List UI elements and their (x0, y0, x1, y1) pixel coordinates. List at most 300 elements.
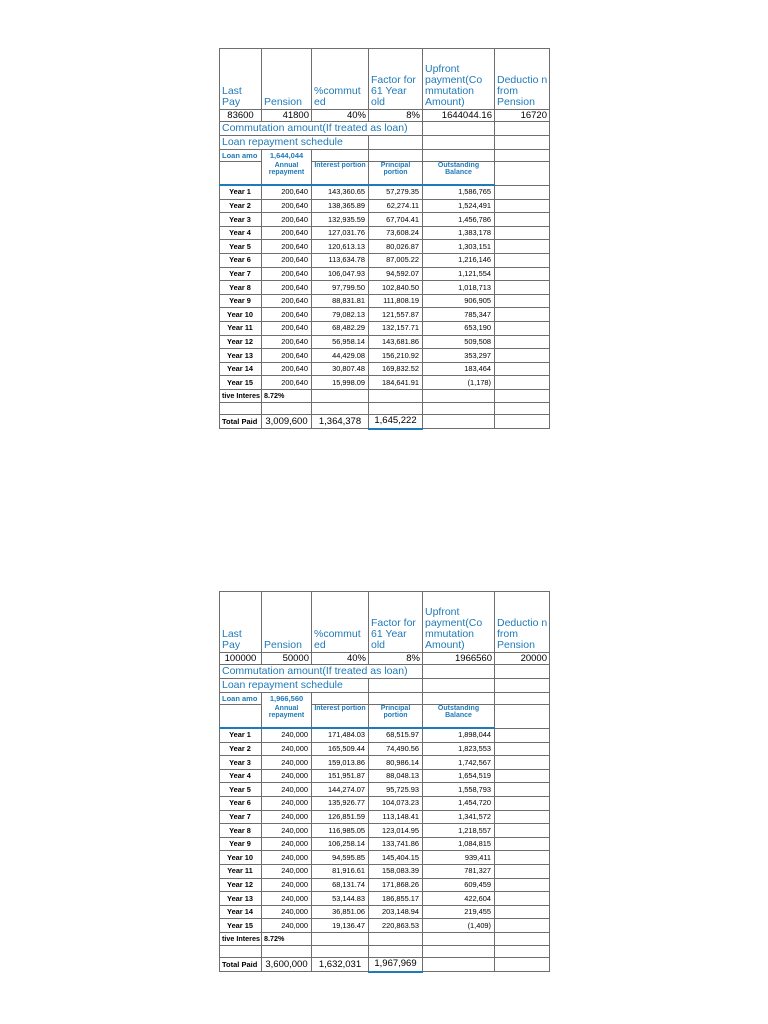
empty-cell[interactable] (495, 162, 550, 186)
repayment-cell[interactable]: 240,000 (262, 783, 312, 797)
balance-cell[interactable]: 422,604 (423, 892, 495, 906)
loan-amount-value[interactable]: 1,644,044 (262, 150, 312, 162)
empty-cell[interactable] (369, 693, 423, 705)
header-last-pay[interactable]: Last Pay (220, 49, 262, 110)
col-annual-repayment[interactable]: Annual repayment (262, 705, 312, 729)
total-paid-label[interactable]: Total Paid (220, 957, 262, 972)
interest-cell[interactable]: 113,634.78 (312, 253, 369, 267)
table-row (220, 199, 550, 213)
interest-cell[interactable]: 97,799.50 (312, 281, 369, 295)
empty-cell[interactable] (423, 150, 495, 162)
empty-cell[interactable] (423, 693, 495, 705)
repayment-cell[interactable]: 240,000 (262, 892, 312, 906)
repayment-cell[interactable]: 240,000 (262, 878, 312, 892)
principal-cell[interactable]: 104,073.23 (369, 796, 423, 810)
loan-amount-label[interactable]: Loan amo (220, 693, 262, 705)
interest-cell[interactable]: 143,360.65 (312, 185, 369, 199)
empty-cell[interactable] (495, 693, 550, 705)
empty-cell[interactable] (423, 136, 495, 150)
interest-cell[interactable]: 79,082.13 (312, 308, 369, 322)
col-outstanding-balance[interactable]: Outstanding Balance (423, 162, 495, 186)
balance-cell[interactable]: 353,297 (423, 349, 495, 363)
col-principal-portion[interactable]: Principal portion (369, 705, 423, 729)
interest-cell[interactable]: 68,131.74 (312, 878, 369, 892)
year-cell[interactable]: Year 14 (220, 905, 262, 919)
value-last-pay[interactable]: 83600 (220, 110, 262, 122)
header-row (220, 49, 550, 110)
empty-cell[interactable] (495, 376, 550, 390)
principal-cell[interactable]: 158,083.39 (369, 864, 423, 878)
year-cell[interactable]: Year 5 (220, 783, 262, 797)
balance-cell[interactable]: 939,411 (423, 851, 495, 865)
balance-cell[interactable]: 1,898,044 (423, 728, 495, 742)
principal-cell[interactable]: 62,274.11 (369, 199, 423, 213)
total-repayment[interactable]: 3,009,600 (262, 414, 312, 429)
value-pct-commuted[interactable]: 40% (312, 110, 369, 122)
year-cell[interactable]: Year 15 (220, 919, 262, 933)
spreadsheet-table (219, 48, 550, 430)
empty-cell[interactable] (312, 402, 369, 414)
repayment-cell[interactable]: 200,640 (262, 213, 312, 227)
empty-cell[interactable] (495, 905, 550, 919)
empty-cell[interactable] (495, 742, 550, 756)
value-upfront[interactable]: 1966560 (423, 653, 495, 665)
empty-cell[interactable] (312, 945, 369, 957)
interest-cell[interactable]: 53,144.83 (312, 892, 369, 906)
header-last-pay[interactable]: Last Pay (220, 592, 262, 653)
loan-amount-label[interactable]: Loan amo (220, 150, 262, 162)
header-upfront[interactable]: Upfront payment(Co mmutation Amount) (423, 592, 495, 653)
empty-cell[interactable] (495, 851, 550, 865)
empty-cell[interactable] (495, 136, 550, 150)
year-cell[interactable]: Year 15 (220, 376, 262, 390)
empty-cell[interactable] (495, 414, 550, 429)
effective-interest-value[interactable]: 8.72% (262, 932, 312, 945)
balance-cell[interactable]: 1,303,151 (423, 240, 495, 254)
balance-cell[interactable]: 609,459 (423, 878, 495, 892)
header-factor[interactable]: Factor for 61 Year old (369, 592, 423, 653)
effective-interest-label[interactable]: tive Interes (220, 932, 262, 945)
principal-cell[interactable]: 113,148.41 (369, 810, 423, 824)
empty-cell[interactable] (495, 267, 550, 281)
value-last-pay[interactable]: 100000 (220, 653, 262, 665)
values-row (220, 653, 550, 665)
principal-cell[interactable]: 94,592.07 (369, 267, 423, 281)
empty-cell[interactable] (495, 199, 550, 213)
repayment-cell[interactable]: 200,640 (262, 199, 312, 213)
empty-cell[interactable] (495, 878, 550, 892)
empty-cell[interactable] (495, 932, 550, 945)
principal-cell[interactable]: 203,148.94 (369, 905, 423, 919)
total-principal[interactable]: 1,645,222 (369, 414, 423, 429)
repayment-cell[interactable]: 240,000 (262, 810, 312, 824)
interest-cell[interactable]: 88,831.81 (312, 294, 369, 308)
principal-cell[interactable]: 88,048.13 (369, 769, 423, 783)
repayment-cell[interactable]: 200,640 (262, 240, 312, 254)
table-row (220, 308, 550, 322)
empty-cell[interactable] (220, 162, 262, 186)
commutation-title[interactable]: Commutation amount(If treated as loan) (220, 665, 423, 679)
total-interest[interactable]: 1,364,378 (312, 414, 369, 429)
principal-cell[interactable]: 184,641.91 (369, 376, 423, 390)
header-pct-commuted[interactable]: %commut ed (312, 592, 369, 653)
interest-cell[interactable]: 135,926.77 (312, 796, 369, 810)
empty-cell[interactable] (423, 679, 495, 693)
repayment-cell[interactable]: 240,000 (262, 824, 312, 838)
empty-cell[interactable] (495, 769, 550, 783)
empty-cell[interactable] (495, 679, 550, 693)
empty-cell[interactable] (495, 321, 550, 335)
header-pension[interactable]: Pension (262, 49, 312, 110)
year-cell[interactable]: Year 12 (220, 878, 262, 892)
empty-cell[interactable] (495, 810, 550, 824)
col-annual-repayment[interactable]: Annual repayment (262, 162, 312, 186)
table-row (220, 742, 550, 756)
year-cell[interactable]: Year 7 (220, 267, 262, 281)
schedule-title-row (220, 136, 550, 150)
principal-cell[interactable]: 80,986.14 (369, 756, 423, 770)
balance-cell[interactable]: 1,218,557 (423, 824, 495, 838)
interest-cell[interactable]: 68,482.29 (312, 321, 369, 335)
interest-cell[interactable]: 106,047.93 (312, 267, 369, 281)
col-outstanding-balance[interactable]: Outstanding Balance (423, 705, 495, 729)
empty-cell[interactable] (369, 945, 423, 957)
principal-cell[interactable]: 74,490.56 (369, 742, 423, 756)
table-row (220, 810, 550, 824)
repayment-cell[interactable]: 200,640 (262, 281, 312, 295)
year-cell[interactable]: Year 2 (220, 199, 262, 213)
repayment-cell[interactable]: 200,640 (262, 335, 312, 349)
repayment-cell[interactable]: 200,640 (262, 294, 312, 308)
balance-cell[interactable]: 509,508 (423, 335, 495, 349)
empty-cell[interactable] (220, 705, 262, 729)
balance-cell[interactable]: 1,524,491 (423, 199, 495, 213)
schedule-title[interactable]: Loan repayment schedule (220, 679, 369, 693)
balance-cell[interactable]: 653,190 (423, 321, 495, 335)
empty-cell[interactable] (423, 402, 495, 414)
empty-cell[interactable] (495, 756, 550, 770)
principal-cell[interactable]: 156,210.92 (369, 349, 423, 363)
interest-cell[interactable]: 171,484.03 (312, 728, 369, 742)
balance-cell[interactable]: 1,084,815 (423, 837, 495, 851)
empty-cell[interactable] (495, 945, 550, 957)
year-cell[interactable]: Year 1 (220, 728, 262, 742)
balance-cell[interactable]: (1,178) (423, 376, 495, 390)
repayment-cell[interactable]: 200,640 (262, 185, 312, 199)
balance-cell[interactable]: 1,018,713 (423, 281, 495, 295)
total-repayment[interactable]: 3,600,000 (262, 957, 312, 972)
empty-cell[interactable] (369, 150, 423, 162)
year-cell[interactable]: Year 6 (220, 253, 262, 267)
empty-cell[interactable] (495, 335, 550, 349)
empty-cell[interactable] (495, 226, 550, 240)
interest-cell[interactable]: 44,429.08 (312, 349, 369, 363)
interest-cell[interactable]: 30,807.48 (312, 362, 369, 376)
year-cell[interactable]: Year 9 (220, 837, 262, 851)
interest-cell[interactable]: 132,935.59 (312, 213, 369, 227)
repayment-cell[interactable]: 240,000 (262, 851, 312, 865)
year-cell[interactable]: Year 13 (220, 349, 262, 363)
principal-cell[interactable]: 121,557.87 (369, 308, 423, 322)
empty-cell[interactable] (495, 796, 550, 810)
empty-cell[interactable] (369, 402, 423, 414)
balance-cell[interactable]: 785,347 (423, 308, 495, 322)
empty-cell[interactable] (495, 294, 550, 308)
year-cell[interactable]: Year 7 (220, 810, 262, 824)
empty-cell[interactable] (369, 136, 423, 150)
interest-cell[interactable]: 15,998.09 (312, 376, 369, 390)
year-cell[interactable]: Year 11 (220, 864, 262, 878)
empty-cell[interactable] (495, 957, 550, 972)
col-interest-portion[interactable]: Interest portion (312, 162, 369, 186)
balance-cell[interactable]: 1,586,765 (423, 185, 495, 199)
empty-cell[interactable] (495, 122, 550, 136)
repayment-cell[interactable]: 240,000 (262, 756, 312, 770)
repayment-cell[interactable]: 200,640 (262, 376, 312, 390)
year-cell[interactable]: Year 5 (220, 240, 262, 254)
empty-cell[interactable] (495, 281, 550, 295)
empty-cell[interactable] (495, 213, 550, 227)
header-deduction[interactable]: Deductio n from Pension (495, 49, 550, 110)
balance-cell[interactable]: 1,654,519 (423, 769, 495, 783)
schedule-title-row (220, 679, 550, 693)
schedule-title[interactable]: Loan repayment schedule (220, 136, 369, 150)
col-principal-portion[interactable]: Principal portion (369, 162, 423, 186)
loan-table-1 (219, 48, 549, 430)
balance-cell[interactable]: 1,121,554 (423, 267, 495, 281)
empty-cell[interactable] (423, 945, 495, 957)
repayment-cell[interactable]: 200,640 (262, 308, 312, 322)
empty-cell[interactable] (495, 665, 550, 679)
empty-cell[interactable] (495, 362, 550, 376)
header-pct-commuted[interactable]: %commut ed (312, 49, 369, 110)
balance-cell[interactable]: 1,216,146 (423, 253, 495, 267)
principal-cell[interactable]: 145,404.15 (369, 851, 423, 865)
interest-cell[interactable]: 19,136.47 (312, 919, 369, 933)
empty-cell[interactable] (495, 349, 550, 363)
principal-cell[interactable]: 67,704.41 (369, 213, 423, 227)
table-row (220, 253, 550, 267)
header-upfront[interactable]: Upfront payment(Co mmutation Amount) (423, 49, 495, 110)
empty-cell[interactable] (495, 919, 550, 933)
table-row (220, 213, 550, 227)
principal-cell[interactable]: 123,014.95 (369, 824, 423, 838)
principal-cell[interactable]: 169,832.52 (369, 362, 423, 376)
loan-amount-value[interactable]: 1,966,560 (262, 693, 312, 705)
principal-cell[interactable]: 80,026.87 (369, 240, 423, 254)
repayment-cell[interactable]: 240,000 (262, 837, 312, 851)
principal-cell[interactable]: 95,725.93 (369, 783, 423, 797)
empty-cell[interactable] (220, 402, 262, 414)
empty-cell[interactable] (312, 932, 369, 945)
table-row (220, 362, 550, 376)
principal-cell[interactable]: 186,855.17 (369, 892, 423, 906)
schedule-header-row (220, 162, 550, 186)
repayment-cell[interactable]: 200,640 (262, 226, 312, 240)
repayment-cell[interactable]: 200,640 (262, 362, 312, 376)
empty-cell[interactable] (495, 308, 550, 322)
empty-cell[interactable] (220, 945, 262, 957)
repayment-cell[interactable]: 200,640 (262, 253, 312, 267)
empty-cell[interactable] (495, 389, 550, 402)
empty-cell[interactable] (262, 945, 312, 957)
table-row (220, 919, 550, 933)
empty-cell[interactable] (423, 665, 495, 679)
principal-cell[interactable]: 102,840.50 (369, 281, 423, 295)
principal-cell[interactable]: 68,515.97 (369, 728, 423, 742)
interest-cell[interactable]: 94,595.85 (312, 851, 369, 865)
balance-cell[interactable]: 1,341,572 (423, 810, 495, 824)
balance-cell[interactable]: 906,905 (423, 294, 495, 308)
principal-cell[interactable]: 87,005.22 (369, 253, 423, 267)
year-cell[interactable]: Year 4 (220, 226, 262, 240)
empty-cell[interactable] (495, 824, 550, 838)
commutation-title[interactable]: Commutation amount(If treated as loan) (220, 122, 423, 136)
interest-cell[interactable]: 144,274.07 (312, 783, 369, 797)
blank-row (220, 402, 550, 414)
empty-cell[interactable] (495, 864, 550, 878)
loan-table-2 (219, 591, 549, 973)
empty-cell[interactable] (423, 122, 495, 136)
year-cell[interactable]: Year 4 (220, 769, 262, 783)
value-pension[interactable]: 50000 (262, 653, 312, 665)
year-cell[interactable]: Year 1 (220, 185, 262, 199)
empty-cell[interactable] (312, 693, 369, 705)
interest-cell[interactable]: 151,951.87 (312, 769, 369, 783)
interest-cell[interactable]: 56,958.14 (312, 335, 369, 349)
empty-cell[interactable] (495, 728, 550, 742)
principal-cell[interactable]: 220,863.53 (369, 919, 423, 933)
year-cell[interactable]: Year 11 (220, 321, 262, 335)
empty-cell[interactable] (312, 150, 369, 162)
year-cell[interactable]: Year 13 (220, 892, 262, 906)
balance-cell[interactable]: 1,383,178 (423, 226, 495, 240)
year-cell[interactable]: Year 8 (220, 824, 262, 838)
balance-cell[interactable]: 781,327 (423, 864, 495, 878)
empty-cell[interactable] (495, 253, 550, 267)
year-cell[interactable]: Year 6 (220, 796, 262, 810)
header-deduction[interactable]: Deductio n from Pension (495, 592, 550, 653)
balance-cell[interactable]: 219,455 (423, 905, 495, 919)
balance-cell[interactable]: (1,409) (423, 919, 495, 933)
repayment-cell[interactable]: 240,000 (262, 742, 312, 756)
principal-cell[interactable]: 111,808.19 (369, 294, 423, 308)
interest-cell[interactable]: 81,916.61 (312, 864, 369, 878)
effective-interest-row (220, 932, 550, 945)
empty-cell[interactable] (423, 389, 495, 402)
principal-cell[interactable]: 132,157.71 (369, 321, 423, 335)
empty-cell[interactable] (369, 932, 423, 945)
balance-cell[interactable]: 1,558,793 (423, 783, 495, 797)
empty-cell[interactable] (495, 150, 550, 162)
total-principal[interactable]: 1,967,969 (369, 957, 423, 972)
balance-cell[interactable]: 1,742,567 (423, 756, 495, 770)
repayment-cell[interactable]: 200,640 (262, 321, 312, 335)
interest-cell[interactable]: 106,258.14 (312, 837, 369, 851)
repayment-cell[interactable]: 240,000 (262, 905, 312, 919)
repayment-cell[interactable]: 240,000 (262, 796, 312, 810)
year-cell[interactable]: Year 8 (220, 281, 262, 295)
empty-cell[interactable] (423, 932, 495, 945)
repayment-cell[interactable]: 240,000 (262, 864, 312, 878)
year-cell[interactable]: Year 14 (220, 362, 262, 376)
empty-cell[interactable] (369, 679, 423, 693)
empty-cell[interactable] (495, 402, 550, 414)
year-cell[interactable]: Year 10 (220, 308, 262, 322)
empty-cell[interactable] (312, 389, 369, 402)
value-pension[interactable]: 41800 (262, 110, 312, 122)
principal-cell[interactable]: 143,681.86 (369, 335, 423, 349)
repayment-cell[interactable]: 240,000 (262, 728, 312, 742)
balance-cell[interactable]: 1,823,553 (423, 742, 495, 756)
balance-cell[interactable]: 183,464 (423, 362, 495, 376)
interest-cell[interactable]: 120,613.13 (312, 240, 369, 254)
header-pension[interactable]: Pension (262, 592, 312, 653)
interest-cell[interactable]: 36,851.06 (312, 905, 369, 919)
total-paid-label[interactable]: Total Paid (220, 414, 262, 429)
principal-cell[interactable]: 57,279.35 (369, 185, 423, 199)
empty-cell[interactable] (495, 705, 550, 729)
interest-cell[interactable]: 165,509.44 (312, 742, 369, 756)
year-cell[interactable]: Year 12 (220, 335, 262, 349)
year-cell[interactable]: Year 9 (220, 294, 262, 308)
balance-cell[interactable]: 1,456,786 (423, 213, 495, 227)
value-deduction[interactable]: 20000 (495, 653, 550, 665)
empty-cell[interactable] (495, 783, 550, 797)
interest-cell[interactable]: 116,985.05 (312, 824, 369, 838)
value-factor[interactable]: 8% (369, 653, 423, 665)
empty-cell[interactable] (369, 389, 423, 402)
principal-cell[interactable]: 133,741.86 (369, 837, 423, 851)
empty-cell[interactable] (495, 185, 550, 199)
interest-cell[interactable]: 138,365.89 (312, 199, 369, 213)
empty-cell[interactable] (495, 837, 550, 851)
value-deduction[interactable]: 16720 (495, 110, 550, 122)
interest-cell[interactable]: 159,013.86 (312, 756, 369, 770)
repayment-cell[interactable]: 240,000 (262, 919, 312, 933)
empty-cell[interactable] (423, 414, 495, 429)
col-interest-portion[interactable]: Interest portion (312, 705, 369, 729)
effective-interest-value[interactable]: 8.72% (262, 389, 312, 402)
interest-cell[interactable]: 127,031.76 (312, 226, 369, 240)
empty-cell[interactable] (262, 402, 312, 414)
year-cell[interactable]: Year 2 (220, 742, 262, 756)
principal-cell[interactable]: 171,868.26 (369, 878, 423, 892)
repayment-cell[interactable]: 200,640 (262, 349, 312, 363)
total-row (220, 414, 550, 429)
effective-interest-label[interactable]: tive Interes (220, 389, 262, 402)
empty-cell[interactable] (495, 240, 550, 254)
empty-cell[interactable] (495, 892, 550, 906)
year-cell[interactable]: Year 10 (220, 851, 262, 865)
value-factor[interactable]: 8% (369, 110, 423, 122)
table-row (220, 226, 550, 240)
value-upfront[interactable]: 1644044.16 (423, 110, 495, 122)
value-pct-commuted[interactable]: 40% (312, 653, 369, 665)
table-row (220, 349, 550, 363)
repayment-cell[interactable]: 200,640 (262, 267, 312, 281)
balance-cell[interactable]: 1,454,720 (423, 796, 495, 810)
total-interest[interactable]: 1,632,031 (312, 957, 369, 972)
header-factor[interactable]: Factor for 61 Year old (369, 49, 423, 110)
empty-cell[interactable] (423, 957, 495, 972)
repayment-cell[interactable]: 240,000 (262, 769, 312, 783)
interest-cell[interactable]: 126,851.59 (312, 810, 369, 824)
year-cell[interactable]: Year 3 (220, 213, 262, 227)
table-row (220, 267, 550, 281)
principal-cell[interactable]: 73,608.24 (369, 226, 423, 240)
year-cell[interactable]: Year 3 (220, 756, 262, 770)
